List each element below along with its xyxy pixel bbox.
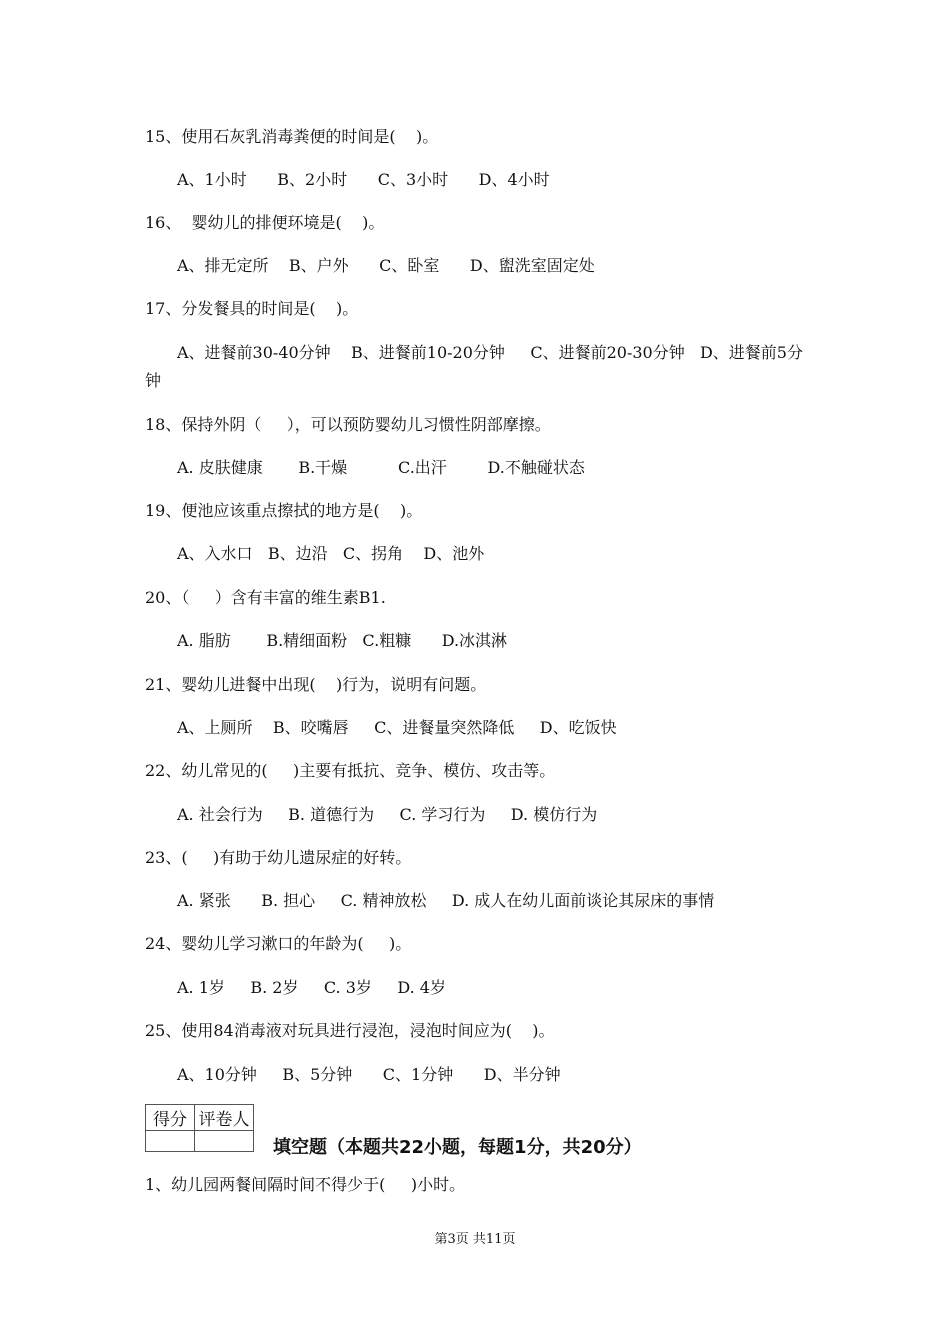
- question-16-options: A、排无定所 B、户外 C、卧室 D、盥洗室固定处: [177, 256, 595, 275]
- fill-question-1-stem: 1、幼儿园两餐间隔时间不得少于( )小时。: [145, 1175, 466, 1194]
- question-21-options: A、上厕所 B、咬嘴唇 C、进餐量突然降低 D、吃饭快: [177, 718, 617, 737]
- question-22-stem: 22、幼儿常见的( )主要有抵抗、竞争、模仿、攻击等。: [145, 761, 556, 780]
- score-cell: [146, 1131, 195, 1152]
- question-15-stem: 15、使用石灰乳消毒粪便的时间是( )。: [145, 127, 439, 146]
- question-25-stem: 25、使用84消毒液对玩具进行浸泡，浸泡时间应为( )。: [145, 1021, 555, 1040]
- question-20-options: A. 脂肪 B.精细面粉 C.粗糠 D.冰淇淋: [177, 631, 508, 650]
- question-23-options: A. 紧张 B. 担心 C. 精神放松 D. 成人在幼儿面前谈论其尿床的事情: [177, 891, 715, 910]
- score-label: 得分: [146, 1105, 195, 1131]
- page-footer: 第3页 共11页: [434, 1232, 516, 1247]
- question-22-options: A. 社会行为 B. 道德行为 C. 学习行为 D. 模仿行为: [177, 805, 598, 824]
- question-18-stem: 18、保持外阴（ ），可以预防婴幼儿习惯性阴部摩擦。: [145, 415, 551, 434]
- question-16-stem: 16、 婴幼儿的排便环境是( )。: [145, 213, 385, 232]
- question-17-options-wrap: 钟: [145, 371, 162, 390]
- section-title: 填空题（本题共22小题，每题1分，共20分）: [273, 1137, 642, 1158]
- question-24-options: A. 1岁 B. 2岁 C. 3岁 D. 4岁: [177, 978, 446, 997]
- question-19-stem: 19、便池应该重点擦拭的地方是( )。: [145, 501, 423, 520]
- question-20-stem: 20、（ ）含有丰富的维生素B1.: [145, 588, 386, 607]
- question-18-options: A. 皮肤健康 B.干燥 C.出汗 D.不触碰状态: [177, 458, 585, 477]
- grader-label: 评卷人: [195, 1105, 254, 1131]
- question-17-options: A、进餐前30-40分钟 B、进餐前10-20分钟 C、进餐前20-30分钟 D、进餐前5分: [177, 343, 803, 362]
- question-24-stem: 24、婴幼儿学习漱口的年龄为( )。: [145, 934, 412, 953]
- grader-cell: [195, 1131, 254, 1152]
- question-23-stem: 23、( )有助于幼儿遗尿症的好转。: [145, 848, 412, 867]
- question-21-stem: 21、婴幼儿进餐中出现( )行为，说明有问题。: [145, 675, 487, 694]
- question-25-options: A、10分钟 B、5分钟 C、1分钟 D、半分钟: [177, 1065, 561, 1084]
- question-17-stem: 17、分发餐具的时间是( )。: [145, 299, 359, 318]
- question-19-options: A、入水口 B、边沿 C、拐角 D、池外: [177, 544, 485, 563]
- score-box: [145, 1104, 254, 1152]
- question-15-options: A、1小时 B、2小时 C、3小时 D、4小时: [177, 170, 550, 189]
